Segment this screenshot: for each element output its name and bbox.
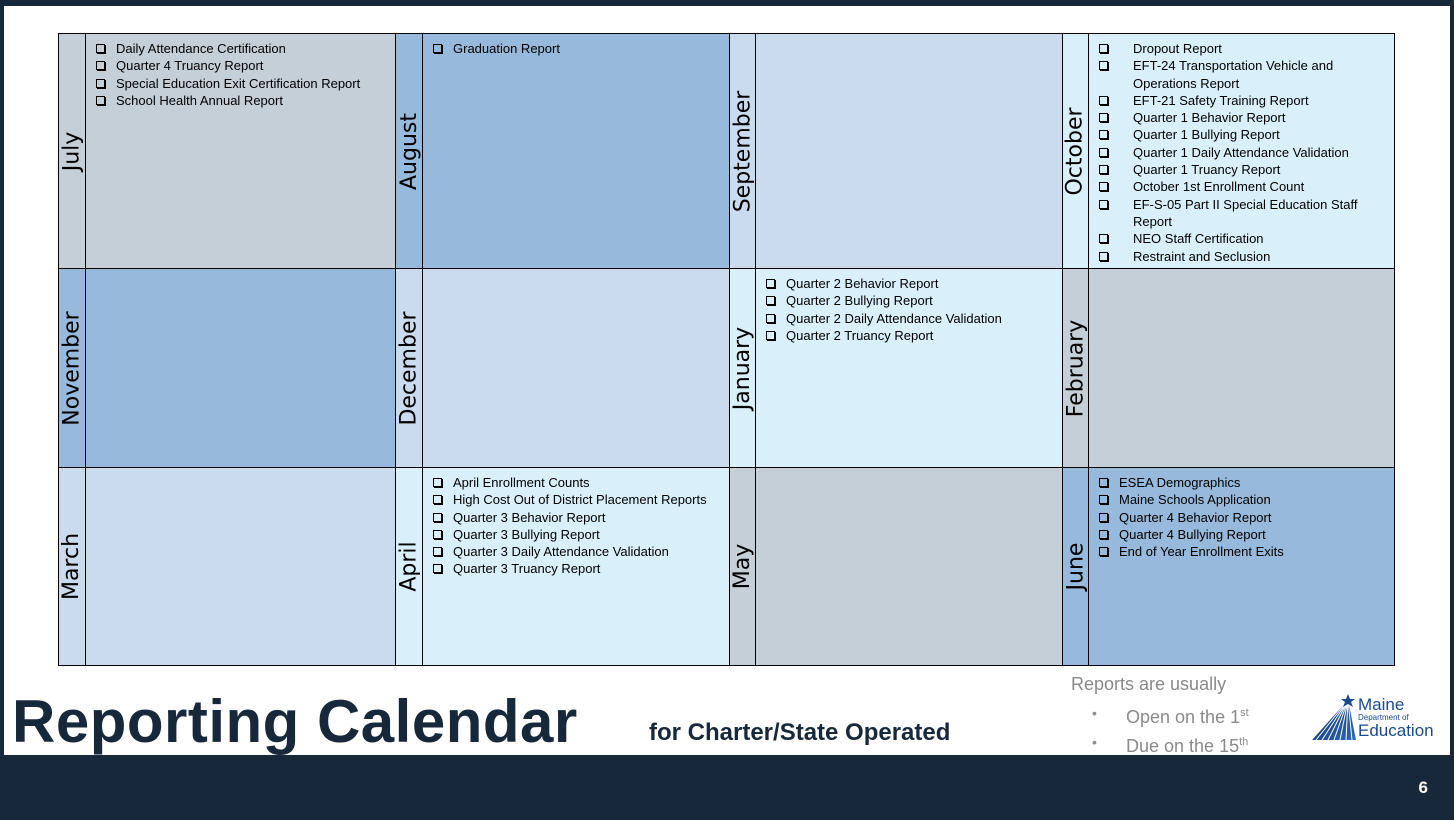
report-item-label: EFT-21 Safety Training Report — [1133, 92, 1309, 108]
month-reports-june — [1089, 468, 1395, 666]
report-item — [766, 292, 1054, 309]
month-name: February — [1063, 319, 1088, 417]
month-name: November — [59, 310, 85, 426]
checkbox-icon — [1099, 234, 1108, 243]
month-name: September — [730, 90, 756, 212]
report-item — [433, 491, 721, 508]
report-item-label: Quarter 3 Behavior Report — [453, 509, 606, 525]
report-item-label: Restraint and Seclusion — [1133, 248, 1271, 264]
report-list — [86, 34, 395, 109]
checkbox-icon — [1099, 61, 1108, 70]
page-number: 6 — [1418, 778, 1428, 797]
month-label-january — [730, 269, 756, 468]
month-reports-september — [756, 34, 1063, 269]
checkbox-icon — [433, 478, 442, 487]
month-name: March — [59, 532, 85, 601]
checkbox-icon — [1099, 495, 1108, 504]
report-item-label: Quarter 4 Behavior Report — [1119, 509, 1272, 525]
month-label-february — [1063, 269, 1089, 468]
month-reports-may — [756, 468, 1063, 666]
month-label-august — [396, 34, 423, 269]
checkbox-icon — [1099, 165, 1108, 174]
report-item-label: ESEA Demographics — [1119, 475, 1241, 490]
report-item-label: Dropout Report — [1133, 41, 1222, 56]
month-reports-march — [86, 468, 396, 666]
report-item — [96, 57, 387, 74]
checkbox-icon — [1099, 530, 1108, 539]
report-item-label: EFT-24 Transportation Vehicle and Operations Report — [1133, 58, 1334, 91]
checkbox-icon — [766, 279, 775, 288]
notes-open-item: • Open on the 1st — [1126, 701, 1249, 730]
report-item — [1099, 144, 1386, 161]
calendar-grid — [58, 33, 1395, 666]
month-label-october — [1063, 34, 1089, 269]
report-list — [423, 468, 729, 578]
report-item-label: Quarter 3 Daily Attendance Validation — [453, 544, 669, 560]
checkbox-icon — [766, 314, 775, 323]
checkbox-icon — [433, 44, 442, 53]
report-item-label: EF-S-05 Part II Special Education Staff Report — [1133, 196, 1358, 229]
checkbox-icon — [433, 564, 442, 573]
report-list — [423, 34, 729, 57]
report-item-label: Quarter 1 Daily Attendance Validation — [1133, 144, 1349, 160]
checkbox-icon — [1099, 130, 1108, 139]
report-item-label: Quarter 2 Behavior Report — [786, 276, 939, 291]
checkbox-icon — [433, 530, 442, 539]
checkbox-icon — [96, 79, 105, 88]
checkbox-icon — [1099, 182, 1108, 191]
report-list — [1089, 34, 1394, 265]
checkbox-icon — [1099, 113, 1108, 122]
page-subtitle: for Charter/State Operated — [649, 719, 951, 746]
month-name: January — [730, 326, 755, 410]
report-item — [96, 92, 387, 109]
notes-due-item: • Due on the 15th — [1126, 730, 1249, 755]
report-item — [1099, 230, 1386, 247]
report-item — [1099, 109, 1386, 126]
report-item-label: October 1st Enrollment Count — [1133, 179, 1305, 195]
report-item — [1099, 178, 1386, 195]
checkbox-icon — [766, 296, 775, 305]
checkbox-icon — [766, 331, 775, 340]
month-label-november — [59, 269, 86, 468]
report-item-label: Maine Schools Application — [1119, 492, 1271, 508]
month-reports-february — [1089, 269, 1395, 468]
report-item-label: April Enrollment Counts — [453, 475, 590, 490]
month-label-december — [396, 269, 423, 468]
report-list — [86, 269, 395, 275]
reporting-notes — [1071, 674, 1249, 755]
report-item-label: Quarter 4 Truancy Report — [116, 58, 264, 74]
report-item — [1099, 491, 1386, 508]
report-list — [86, 468, 395, 474]
report-item-label: Quarter 3 Truancy Report — [453, 561, 601, 577]
maine-doe-logo — [1310, 694, 1442, 742]
report-item — [1099, 92, 1386, 109]
notes-heading: Reports are usually — [1071, 674, 1227, 694]
report-item — [1099, 126, 1386, 143]
month-name: October — [1063, 106, 1089, 196]
checkbox-icon — [1099, 200, 1108, 209]
checkbox-icon — [96, 96, 105, 105]
checkbox-icon — [1099, 44, 1108, 53]
report-item — [1099, 57, 1386, 92]
month-name: April — [396, 541, 422, 592]
checkbox-icon — [1099, 478, 1108, 487]
report-item — [433, 526, 721, 543]
report-item — [1099, 474, 1386, 491]
report-item-label: Quarter 1 Bullying Report — [1133, 127, 1280, 143]
month-name: July — [59, 131, 85, 171]
month-reports-january — [756, 269, 1063, 468]
report-item — [766, 327, 1054, 344]
page-title: Reporting Calendar — [12, 688, 578, 755]
report-item — [1099, 509, 1386, 526]
checkbox-icon — [1099, 513, 1108, 522]
month-reports-october — [1089, 34, 1395, 269]
report-item-label: Quarter 4 Bullying Report — [1119, 526, 1266, 542]
report-item — [433, 543, 721, 560]
logo-line-department: Department of — [1358, 713, 1409, 722]
report-list — [756, 468, 1062, 474]
checkbox-icon — [1099, 547, 1108, 556]
report-item-label: Special Education Exit Certification Report — [116, 75, 361, 91]
month-name: August — [396, 112, 422, 190]
month-name: June — [1063, 542, 1089, 591]
report-item — [1099, 526, 1386, 543]
report-item-label: Quarter 2 Truancy Report — [786, 327, 934, 343]
report-list — [756, 269, 1062, 344]
report-item — [96, 75, 387, 92]
report-item — [433, 509, 721, 526]
report-item — [1099, 40, 1386, 57]
month-reports-december — [423, 269, 730, 468]
report-item-label: Quarter 1 Truancy Report — [1133, 162, 1281, 178]
checkbox-icon — [433, 513, 442, 522]
month-name: December — [396, 310, 422, 426]
report-item-label: Quarter 3 Bullying Report — [453, 526, 600, 542]
report-item — [433, 40, 721, 57]
checkbox-icon — [1099, 148, 1108, 157]
month-label-july — [59, 34, 86, 269]
report-item — [433, 560, 721, 577]
month-reports-august — [423, 34, 730, 269]
report-item — [1099, 161, 1386, 178]
report-item-label: Quarter 1 Behavior Report — [1133, 110, 1286, 126]
report-list — [1089, 269, 1394, 275]
month-label-september — [730, 34, 756, 269]
month-label-june — [1063, 468, 1089, 666]
checkbox-icon — [1099, 252, 1108, 261]
report-item-label: Graduation Report — [453, 41, 560, 56]
report-list — [756, 34, 1062, 40]
report-item-label: NEO Staff Certification — [1133, 231, 1264, 247]
report-list — [1089, 468, 1394, 560]
report-item-label: End of Year Enrollment Exits — [1119, 544, 1284, 560]
month-reports-july — [86, 34, 396, 269]
logo-line-education: Education — [1358, 721, 1434, 740]
report-item — [96, 40, 387, 57]
starburst-icon — [1310, 694, 1358, 742]
checkbox-icon — [433, 495, 442, 504]
checkbox-icon — [96, 61, 105, 70]
report-item-label: High Cost Out of District Placement Reports — [453, 492, 707, 508]
slide — [4, 6, 1450, 755]
report-item-label: Daily Attendance Certification — [116, 41, 286, 56]
report-list — [423, 269, 729, 275]
month-label-march — [59, 468, 86, 666]
report-item-label: Quarter 2 Bullying Report — [786, 293, 933, 309]
logo-line-maine: Maine — [1358, 695, 1405, 714]
month-reports-april — [423, 468, 730, 666]
report-item-label: Quarter 2 Daily Attendance Validation — [786, 310, 1002, 326]
report-item-label: School Health Annual Report — [116, 92, 283, 108]
checkbox-icon — [96, 44, 105, 53]
month-label-may — [730, 468, 756, 666]
report-item — [433, 474, 721, 491]
checkbox-icon — [1099, 96, 1108, 105]
report-item — [766, 310, 1054, 327]
checkbox-icon — [433, 547, 442, 556]
report-item — [1099, 196, 1386, 231]
month-reports-november — [86, 269, 396, 468]
report-item — [766, 275, 1054, 292]
month-label-april — [396, 468, 423, 666]
report-item — [1099, 543, 1386, 560]
month-name: May — [730, 543, 756, 590]
report-item — [1099, 248, 1386, 265]
